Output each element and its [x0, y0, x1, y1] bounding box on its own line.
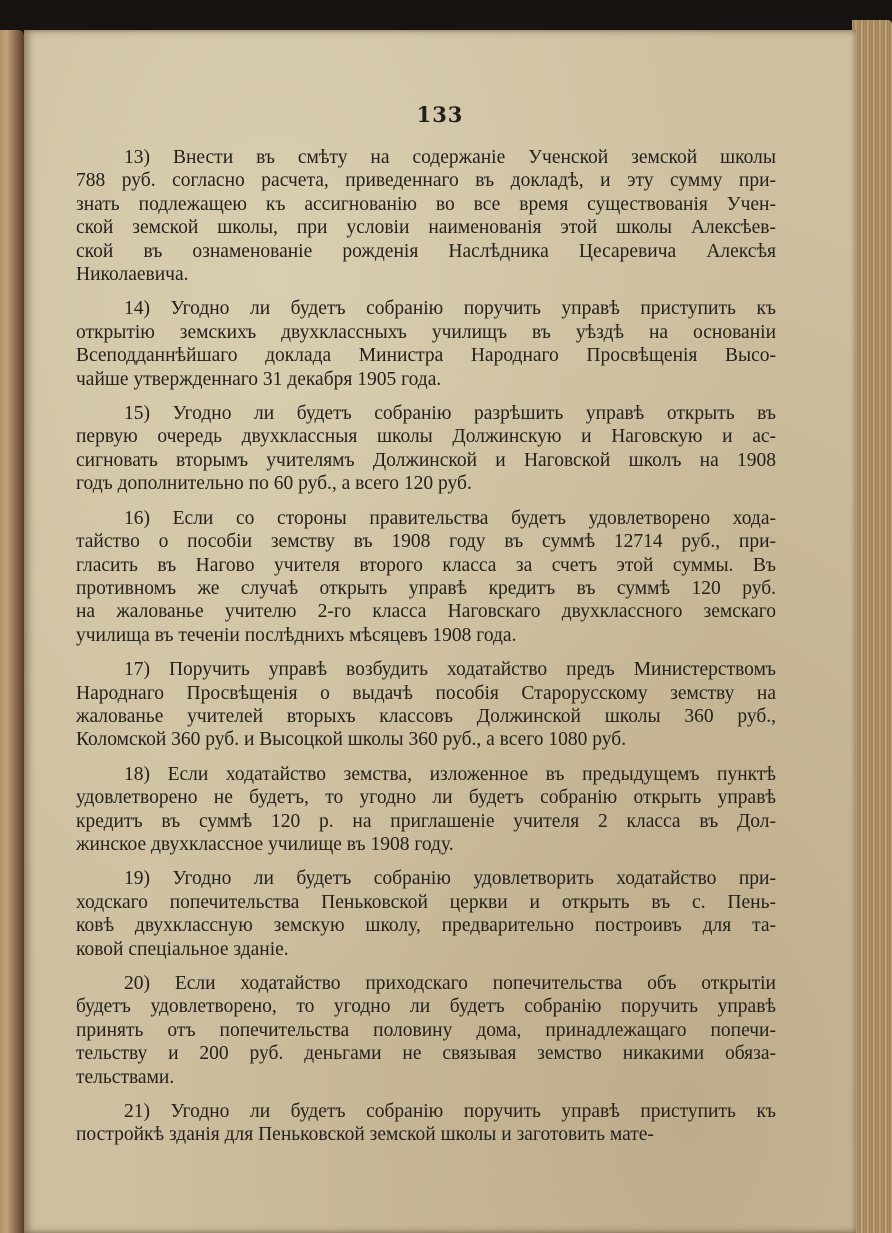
text-line: 15) Угодно ли будетъ собранію разрѣшить управѣ открыть въ [124, 403, 776, 425]
text-line: будетъ удовлетворено, то угодно ли будетъ собранію поручить управѣ [76, 996, 776, 1018]
text-line: училища въ теченіи послѣднихъ мѣсяцевъ 1908 года. [76, 624, 517, 646]
text-line: чайше утвержденнаго 31 декабря 1905 года. [76, 368, 442, 390]
text-line: 14) Угодно ли будетъ собранію поручить управѣ приступить къ [124, 298, 776, 320]
text-line: жалованье учителей вторыхъ классовъ Должинской школы 360 руб., [76, 705, 776, 727]
text-line: ковой спеціальное зданіе. [76, 938, 289, 960]
text-line: на жалованье учителю 2-го класса Наговскаго двухклассного земскаго [76, 601, 776, 623]
text-line: постройкѣ зданія для Пеньковской земской школы и заготовить мате- [76, 1124, 654, 1146]
page-body-text [76, 146, 776, 1158]
paragraph [76, 763, 776, 857]
paragraph [76, 658, 776, 752]
text-line: 17) Поручить управѣ возбудить ходатайство предъ Министерствомъ [124, 659, 776, 681]
text-line: Народнаго Просвѣщенія о выдачѣ пособія Старорусскому земству на [76, 682, 776, 704]
text-line: ской земской школы, при условіи наименованія этой школы Алексѣев- [76, 217, 776, 239]
text-line: 18) Если ходатайство земства, изложенное въ предыдущемъ пунктѣ [124, 763, 776, 785]
text-line: Коломской 360 руб. и Высоцкой школы 360 руб., а всего 1080 руб. [76, 729, 627, 751]
text-line: первую очередь двухклассныя школы Должинскую и Наговскую и ас- [76, 426, 776, 448]
text-line: противномъ же случаѣ открыть управѣ кредитъ въ суммѣ 120 руб. [76, 577, 776, 599]
text-line: принять отъ попечительства половину дома, принадлежащаго попечи- [76, 1019, 776, 1041]
text-line: открытію земскихъ двухклассныхъ училищъ въ уѣздѣ на основаніи [76, 321, 776, 343]
paragraph [76, 507, 776, 647]
text-line: 21) Угодно ли будетъ собранію поручить управѣ приступить къ [124, 1101, 776, 1123]
text-line: ходскаго попечительства Пеньковской церкви и открыть въ с. Пень- [76, 891, 776, 913]
text-line: удовлетворено не будетъ, то угодно ли будетъ собранію открыть управѣ [76, 787, 776, 809]
text-line: 19) Угодно ли будетъ собранію удовлетворить ходатайство при- [124, 868, 776, 890]
text-line: тельству и 200 руб. деньгами не связывая земство никакими обяза- [76, 1043, 776, 1065]
text-line: ковѣ двухклассную земскую школу, предварительно построивъ для та- [76, 915, 776, 937]
page-number: 133 [416, 102, 464, 127]
book-page [24, 30, 856, 1233]
paragraph [76, 1100, 776, 1147]
text-line: годъ дополнительно по 60 руб., а всего 120 руб. [76, 473, 472, 495]
text-line: ской въ ознаменованіе рожденія Наслѣдника Цесаревича Алексѣя [76, 240, 776, 262]
text-line: 20) Если ходатайство приходскаго попечительства объ открытіи [124, 973, 776, 994]
text-line: Всеподданнѣйшаго доклада Министра Народнаго Просвѣщенія Высо- [76, 345, 776, 367]
text-line: 788 руб. согласно расчета, приведеннаго въ докладѣ, и эту сумму при- [76, 170, 776, 192]
text-line: жинское двухклассное училище въ 1908 году. [76, 833, 454, 855]
paragraph [76, 297, 776, 391]
text-line: тельствами. [76, 1066, 175, 1088]
page-stack-edge [852, 20, 892, 1233]
paragraph [76, 402, 776, 496]
paragraph [76, 972, 776, 1089]
text-line: сигновать вторымъ учителямъ Должинской и Наговской школъ на 1908 [76, 449, 776, 471]
text-line: тайство о пособіи земству въ 1908 году въ суммѣ 12714 руб., при- [76, 531, 776, 553]
text-line: Николаевича. [76, 264, 189, 286]
text-line: знать подлежащею къ ассигнованію во все время существованія Учен- [76, 193, 776, 215]
text-line: 16) Если со стороны правительства будетъ удовлетворено хода- [124, 507, 776, 529]
text-line: 13) Внести въ смѣту на содержаніе Ученской земской школы [124, 147, 776, 168]
left-page-edge [0, 30, 24, 1233]
paragraph [76, 146, 776, 286]
text-line: гласить въ Нагово учителя второго класса за счетъ этой суммы. Въ [76, 554, 776, 576]
text-line: кредитъ въ суммѣ 120 р. на приглашеніе учителя 2 класса въ Дол- [76, 810, 776, 832]
paragraph [76, 867, 776, 961]
